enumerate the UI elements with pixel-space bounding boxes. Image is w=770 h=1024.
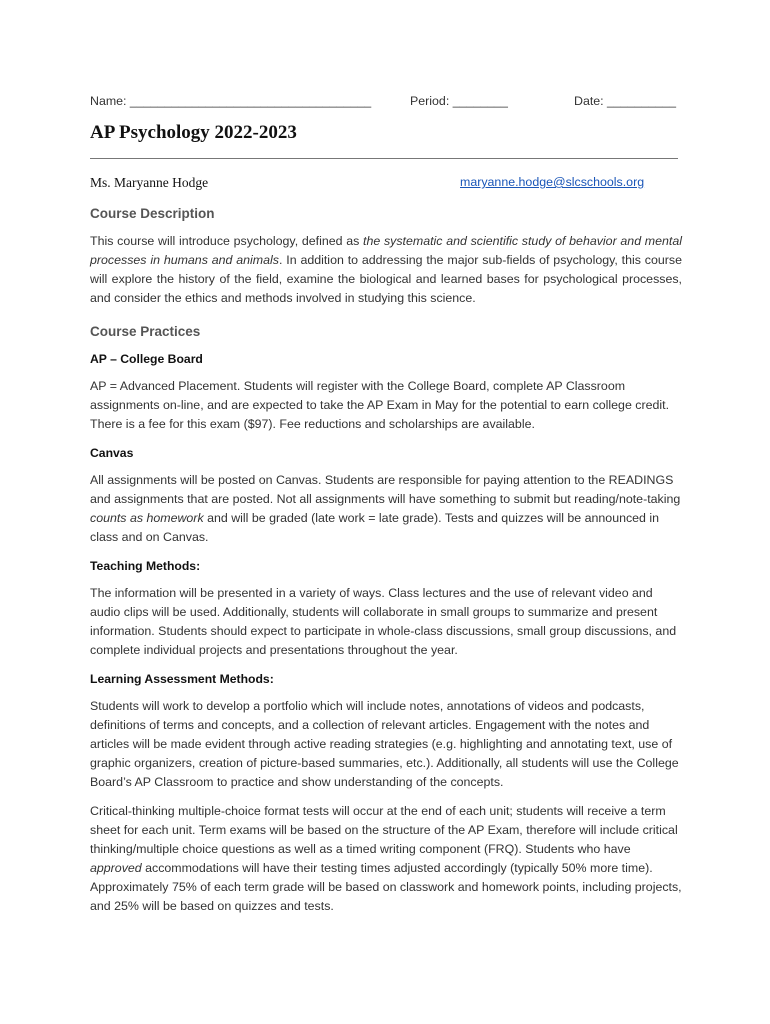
date-field[interactable]: Date: __________ [574, 94, 676, 108]
course-description-text [90, 232, 682, 308]
canvas-heading: Canvas [90, 446, 134, 460]
assessment-methods-paragraph-1: Students will work to develop a portfolio which will include notes, annotations of videos and podcasts, definitions of terms and concepts, and a collection of relevant articles. Engagement with the notes and articles will be made evident through active reading strategies (e.g. highlighting and annotating text, use of graphic organizers, creation of picture-based summaries, etc.). Additionally, all students will use the College Board’s AP Classroom to practice and show understanding of the concepts. [90, 699, 679, 789]
teacher-name: Ms. Maryanne Hodge [90, 175, 209, 190]
page-title: AP Psychology 2022-2023 [90, 122, 297, 143]
canvas-text-start: All assignments will be posted on Canvas. Students are responsible for paying attention to the READINGS and assignments that are posted. Not all assignments will have something to submit but reading/note-taking [90, 473, 681, 506]
course-description-heading: Course Description [90, 206, 215, 221]
teaching-methods-text: The information will be presented in a variety of ways. Class lectures and the use of relevant video and audio clips will be used. Additionally, students will collaborate in small groups to summarize and present information. Students should expect to participate in whole-class discussions, small group discussions, and complete individual projects and presentations throughout the year. [90, 586, 677, 657]
psychology-definition: the systematic and scientific study of behavior and mental processes in humans and animals [90, 234, 682, 267]
canvas-homework-note: counts as homework [90, 511, 204, 525]
teaching-methods-heading: Teaching Methods: [90, 559, 201, 573]
course-description-text-start: This course will introduce psychology, defined as [90, 234, 364, 248]
approved-accommodations-word: approved [90, 861, 142, 875]
ap-college-board-heading: AP – College Board [90, 352, 203, 366]
assessment-paragraph-2-start: Critical-thinking multiple-choice format tests will occur at the end of each unit; students will receive a term sheet for each unit. Term exams will be based on the structure of the AP Exam, therefore will include critical thinking/multiple choice questions as well as a timed writing component (FRQ). Students who have [90, 804, 678, 856]
name-field[interactable]: Name: ___________________________________ [90, 94, 372, 108]
teacher-email-link[interactable]: maryanne.hodge@slcschools.org [460, 175, 645, 189]
course-description-text-end: . In addition to addressing the major sub-fields of psychology, this course will explore the history of the field, examine the biological and learned bases for psychological processes, and consider the ethics and methods involved in studying this science. [90, 253, 682, 305]
title-divider [90, 158, 678, 159]
assessment-methods-paragraph-2 [90, 802, 682, 916]
assessment-paragraph-2-end: accommodations will have their testing times adjusted accordingly (typically 50% more time). Approximately 75% of each term grade will be based on classwork and homework points, including projects, and 25% will be based on quizzes and tests. [90, 861, 682, 913]
period-field[interactable]: Period: ________ [410, 94, 508, 108]
syllabus-content [90, 204, 682, 926]
assessment-methods-heading: Learning Assessment Methods: [90, 672, 274, 686]
ap-college-board-text: AP = Advanced Placement. Students will register with the College Board, complete AP Classroom assignments on-line, and are expected to take the AP Exam in May for the potential to earn college credit. There is a fee for this exam ($97). Fee reductions and scholarships are available. [90, 379, 670, 431]
canvas-text [90, 471, 682, 547]
canvas-text-end: and will be graded (late work = late grade). Tests and quizzes will be announced in class and on Canvas. [90, 511, 660, 544]
student-info-row [90, 94, 682, 110]
course-practices-heading: Course Practices [90, 324, 201, 339]
